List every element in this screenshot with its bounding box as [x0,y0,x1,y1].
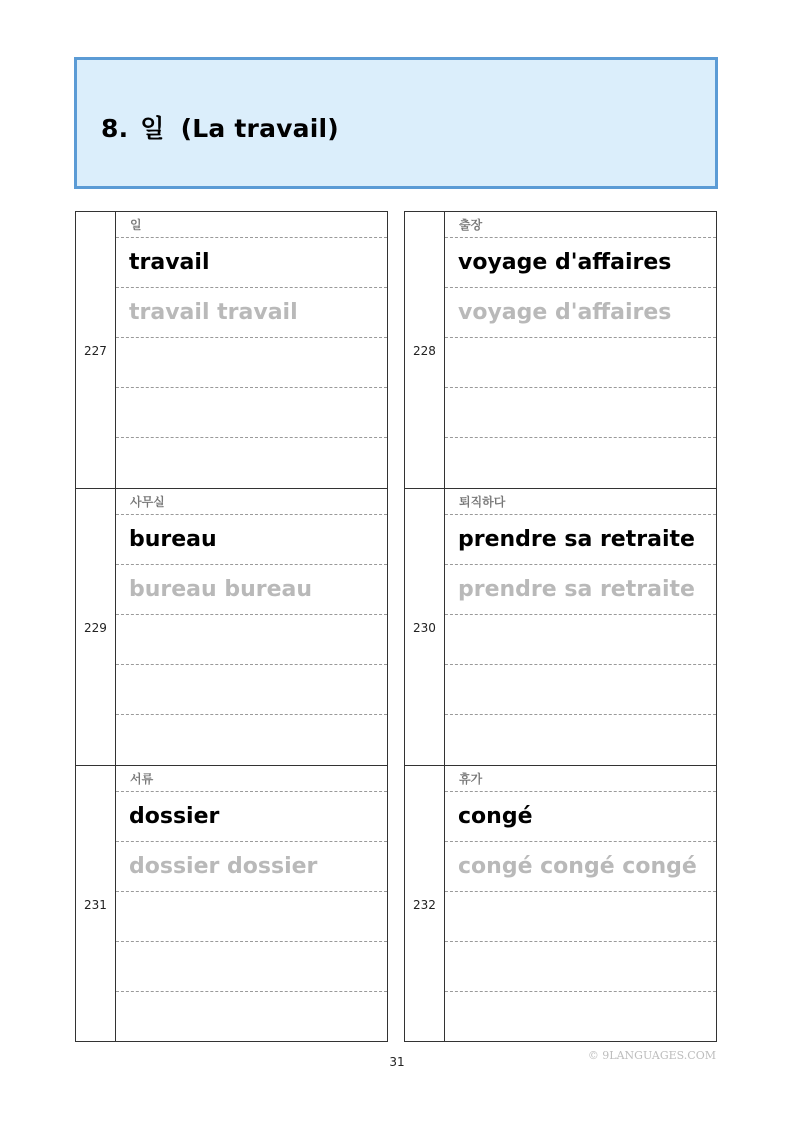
vocab-card [404,765,717,1042]
word-row [116,238,387,288]
entry-number-cell [405,489,445,765]
korean-word: 일 [130,218,142,232]
vocab-card [75,211,388,488]
entry-number-cell [76,766,116,1041]
word-row [445,792,716,842]
french-word: prendre sa retraite [458,527,695,552]
blank-writing-line [116,892,387,942]
trace-row [445,288,716,338]
vocab-card [75,765,388,1042]
trace-word: travail travail [129,300,298,325]
blank-writing-line [445,438,716,488]
copyright-notice: © 9LANGUAGES.COM [587,1049,716,1062]
blank-writing-line [445,942,716,992]
entry-number-cell [405,212,445,488]
blank-writing-line [116,992,387,1042]
vocab-card [404,211,717,488]
word-row [445,515,716,565]
trace-word: dossier dossier [129,854,318,879]
word-row [116,515,387,565]
trace-row [445,842,716,892]
lesson-number: 8. [101,114,129,143]
korean-row [445,212,716,238]
entry-number: 229 [84,621,107,635]
trace-word: voyage d'affaires [458,300,672,325]
page-number: 31 [389,1055,405,1069]
blank-writing-line [116,615,387,665]
blank-writing-line [116,338,387,388]
practice-lines [116,489,387,765]
blank-writing-line [445,715,716,765]
lesson-french-title: (La travail) [180,114,339,143]
korean-word: 휴가 [459,772,483,786]
french-word: congé [458,804,533,829]
blank-writing-line [116,942,387,992]
vocab-column-left [75,211,388,1042]
trace-word: congé congé congé [458,854,697,879]
blank-writing-line [445,992,716,1042]
korean-word: 퇴직하다 [459,495,506,509]
lesson-title [101,109,339,145]
entry-number: 230 [413,621,436,635]
korean-word: 사무실 [130,495,165,509]
trace-row [445,565,716,615]
french-word: travail [129,250,210,275]
trace-word: prendre sa retraite [458,577,695,602]
practice-lines [445,212,716,488]
entry-number-cell [76,212,116,488]
trace-word: bureau bureau [129,577,313,602]
blank-writing-line [116,388,387,438]
blank-writing-line [445,892,716,942]
vocab-card [75,488,388,765]
word-row [445,238,716,288]
lesson-title-box [74,57,718,189]
entry-number-cell [405,766,445,1041]
korean-row [445,489,716,515]
trace-row [116,565,387,615]
blank-writing-line [116,715,387,765]
korean-row [116,212,387,238]
korean-word: 서류 [130,772,154,786]
vocab-card [404,488,717,765]
lesson-korean-title: 일 [140,114,165,143]
entry-number: 227 [84,344,107,358]
korean-row [445,766,716,792]
word-row [116,792,387,842]
french-word: dossier [129,804,220,829]
blank-writing-line [445,388,716,438]
practice-lines [116,212,387,488]
trace-row [116,288,387,338]
korean-word: 출장 [459,218,483,232]
practice-lines [445,489,716,765]
korean-row [116,489,387,515]
blank-writing-line [445,615,716,665]
french-word: bureau [129,527,217,552]
entry-number-cell [76,489,116,765]
blank-writing-line [445,665,716,715]
korean-row [116,766,387,792]
blank-writing-line [116,438,387,488]
vocab-column-right [404,211,717,1042]
entry-number: 228 [413,344,436,358]
practice-lines [445,766,716,1041]
practice-lines [116,766,387,1041]
trace-row [116,842,387,892]
entry-number: 232 [413,898,436,912]
entry-number: 231 [84,898,107,912]
french-word: voyage d'affaires [458,250,672,275]
blank-writing-line [116,665,387,715]
blank-writing-line [445,338,716,388]
